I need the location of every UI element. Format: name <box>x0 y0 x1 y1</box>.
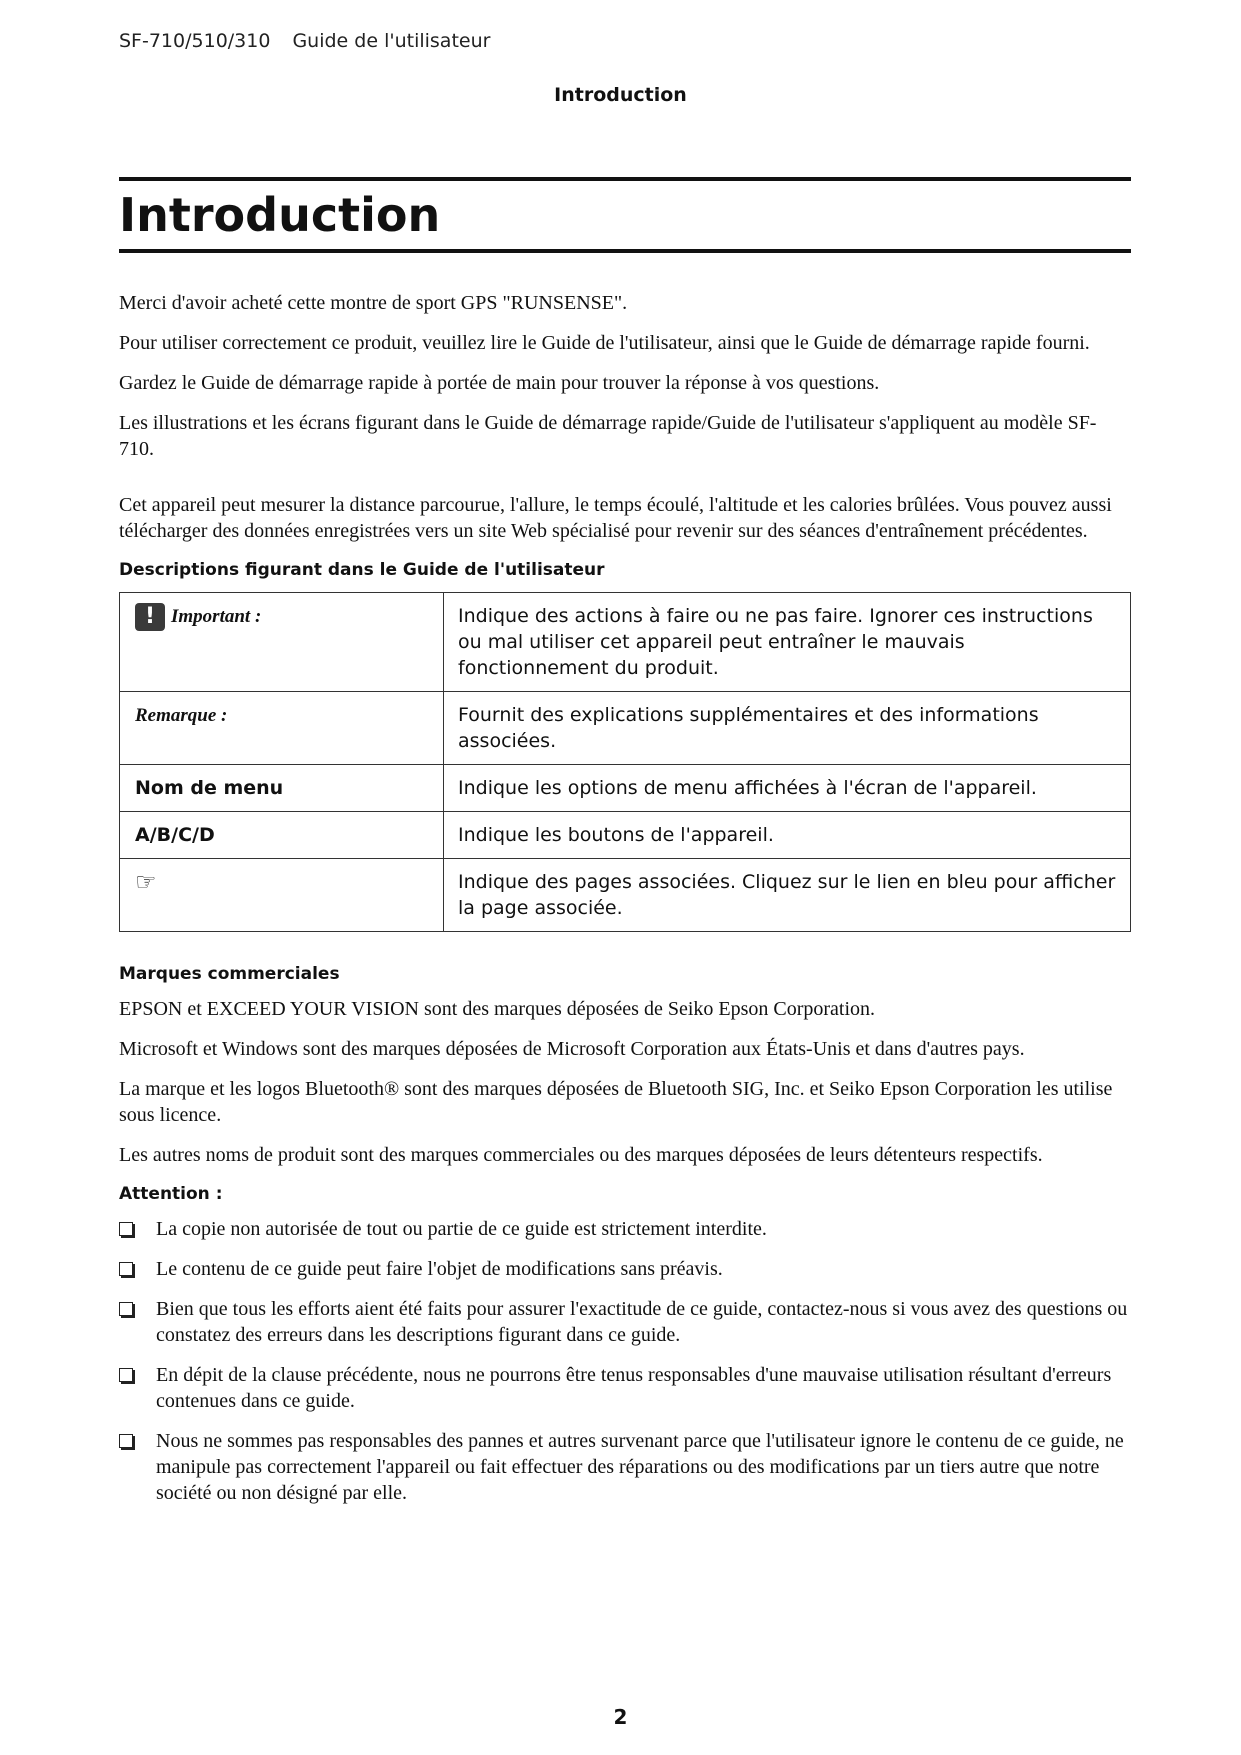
trademark-paragraph: Microsoft et Windows sont des marques déposées de Microsoft Corporation aux États-Unis et dans d'autres pays. <box>119 1038 1025 1060</box>
table-row <box>120 812 1131 859</box>
page-number: 2 <box>613 1705 628 1729</box>
trademark-paragraph: EPSON et EXCEED YOUR VISION sont des marques déposées de Seiko Epson Corporation. <box>119 998 876 1020</box>
table-cell-description: Indique les boutons de l'appareil. <box>444 812 1131 859</box>
list-item-text: Nous ne sommes pas responsables des pannes et autres survenant parce que l'utilisateur ignore le contenu de ce guide, ne manipule pas correctement l'appareil ou fait effectuer des réparations ou des modifications par un tiers autre que notre société ou non désigné par elle. <box>156 1430 1124 1504</box>
attention-heading: Attention : <box>119 1184 223 1204</box>
list-item-text: Bien que tous les efforts aient été faits pour assurer l'exactitude de ce guide, contactez-nous si vous avez des questions ou constatez des erreurs dans les descriptions figurant dans ce guide. <box>156 1298 1128 1346</box>
intro-paragraph: Merci d'avoir acheté cette montre de sport GPS "RUNSENSE". <box>119 292 628 314</box>
pointing-hand-icon: ☞ <box>135 868 157 896</box>
exclamation-icon: ! <box>135 603 165 631</box>
list-item-text: La copie non autorisée de tout ou partie de ce guide est strictement interdite. <box>156 1218 767 1240</box>
attention-list <box>119 1216 1131 1506</box>
intro-paragraph: Cet appareil peut mesurer la distance parcourue, l'allure, le temps écoulé, l'altitude et les calories brûlées. Vous pouvez aussi télécharger des données enregistrées vers un site Web spécialisé pour revenir sur des séances d'entraînement précédentes. <box>119 494 1112 542</box>
list-item <box>119 1428 1131 1506</box>
trademarks-heading: Marques commerciales <box>119 964 340 984</box>
running-header <box>119 30 490 52</box>
table-row <box>120 692 1131 765</box>
trademark-paragraph: Les autres noms de produit sont des marques commerciales ou des marques déposées de leurs détenteurs respectifs. <box>119 1144 1043 1166</box>
term-menu-name: Nom de menu <box>135 777 284 799</box>
chapter-title: Introduction <box>119 188 441 242</box>
table-cell-term <box>120 859 444 932</box>
term-buttons: A/B/C/D <box>135 824 215 846</box>
checkbox-bullet-icon <box>119 1262 133 1276</box>
list-item <box>119 1256 1131 1282</box>
table-row <box>120 593 1131 692</box>
list-item <box>119 1296 1131 1348</box>
table-cell-term <box>120 812 444 859</box>
table-row <box>120 859 1131 932</box>
header-section-label: Introduction <box>554 84 687 106</box>
checkbox-bullet-icon <box>119 1434 133 1448</box>
list-item <box>119 1362 1131 1414</box>
table-cell-description: Indique des pages associées. Cliquez sur le lien en bleu pour afficher la page associée. <box>444 859 1131 932</box>
header-model: SF-710/510/310 <box>119 30 271 52</box>
term-important: Important : <box>171 606 262 627</box>
title-rule-bottom <box>119 249 1131 253</box>
list-item <box>119 1216 1131 1242</box>
table-cell-description: Fournit des explications supplémentaires et des informations associées. <box>444 692 1131 765</box>
list-item-text: En dépit de la clause précédente, nous ne pourrons être tenus responsables d'une mauvaise utilisation résultant d'erreurs contenues dans ce guide. <box>156 1364 1112 1412</box>
table-cell-term <box>120 692 444 765</box>
list-item-text: Le contenu de ce guide peut faire l'objet de modifications sans préavis. <box>156 1258 723 1280</box>
table-cell-description: Indique les options de menu affichées à l'écran de l'appareil. <box>444 765 1131 812</box>
descriptions-table <box>119 592 1131 932</box>
checkbox-bullet-icon <box>119 1302 133 1316</box>
table-cell-term <box>120 593 444 692</box>
intro-paragraph: Gardez le Guide de démarrage rapide à portée de main pour trouver la réponse à vos questions. <box>119 372 880 394</box>
intro-paragraph: Les illustrations et les écrans figurant dans le Guide de démarrage rapide/Guide de l'utilisateur s'appliquent au modèle SF-710. <box>119 412 1097 460</box>
title-rule-top <box>119 177 1131 181</box>
checkbox-bullet-icon <box>119 1368 133 1382</box>
table-cell-term <box>120 765 444 812</box>
term-remarque: Remarque : <box>135 705 228 726</box>
intro-paragraph: Pour utiliser correctement ce produit, veuillez lire le Guide de l'utilisateur, ainsi que le Guide de démarrage rapide fourni. <box>119 332 1090 354</box>
table-row <box>120 765 1131 812</box>
important-label <box>135 603 261 631</box>
header-guide-title: Guide de l'utilisateur <box>292 30 491 52</box>
trademark-paragraph: La marque et les logos Bluetooth® sont des marques déposées de Bluetooth SIG, Inc. et Seiko Epson Corporation les utilise sous licence. <box>119 1078 1113 1126</box>
table-cell-description: Indique des actions à faire ou ne pas faire. Ignorer ces instructions ou mal utiliser cet appareil peut entraîner le mauvais fonctionnement du produit. <box>444 593 1131 692</box>
main-content <box>119 290 1131 1520</box>
descriptions-heading: Descriptions figurant dans le Guide de l'utilisateur <box>119 560 605 580</box>
checkbox-bullet-icon <box>119 1222 133 1236</box>
